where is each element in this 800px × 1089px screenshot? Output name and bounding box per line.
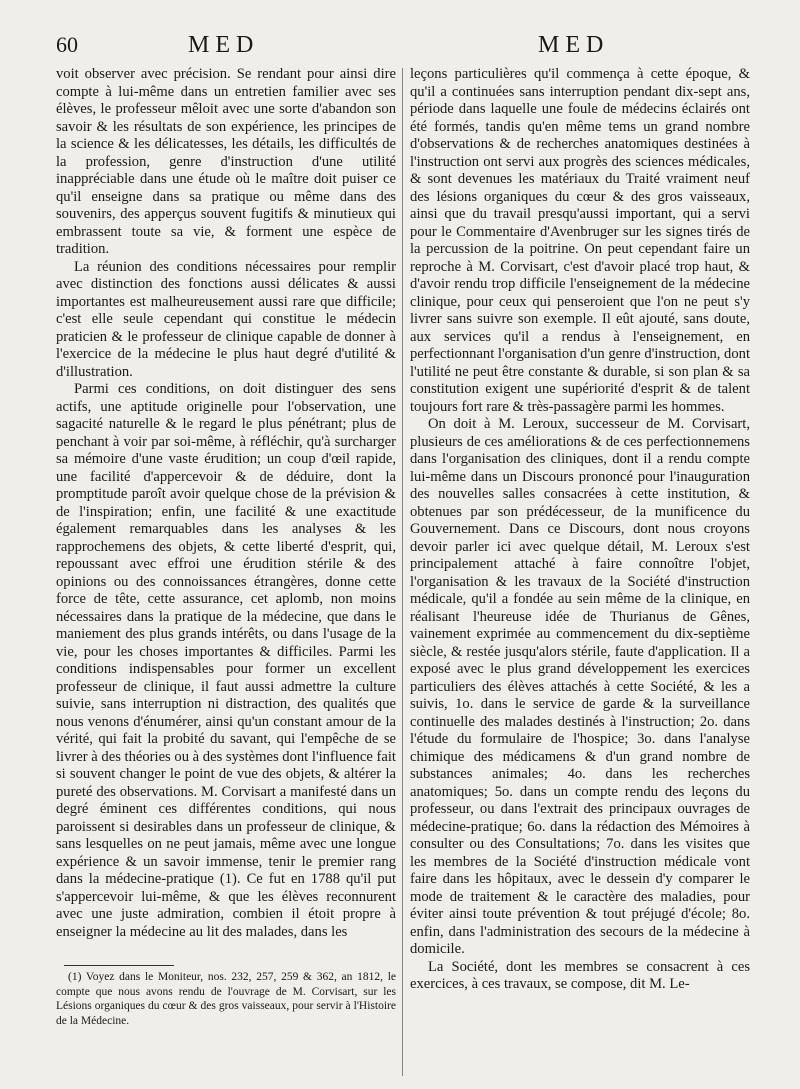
running-head-right: MED [538, 32, 610, 58]
running-head-left: MED [188, 32, 260, 58]
left-column [56, 66, 396, 941]
left-paragraph-3: Parmi ces conditions, on doit distinguer des sens actifs, une aptitude originelle pour l'observation, une sagacité naturelle & le regard le plus pénétrant; plus de penchant à voir par soi-même, à réfléchir, qu'à surcharger sa mémoire d'une vaste érudition; un coup d'œil rapide, une facilité d'appercevoir & de déduire, dont la promptitude paroît avoir quelque chose de la prévision & de l'inspiration; enfin, une facilité & une exactitude également remarquables dans les analyses & les rapprochemens des objets, & cette liberté d'esprit, qui, repoussant avec effroi une érudition stérile & des opinions ou des connoissances étrangères, donne cette force de tête, cette assurance, cet aplomb, non moins nécessaires dans la pratique de la médecine, que dans le maniement des plus grands intérêts, ou dans l'usage de la vie, pour les choses importantes & difficiles. Parmi les conditions indispensables pour former un excellent professeur de clinique, il faut aussi admettre la culture suivie, sans interruption ni distraction, des qualités que nous venons d'énumérer, ainsi qu'un constant amour de la vérité, qui fait la probité du savant, qui l'empêche de se livrer à des théories ou à des systèmes dont l'influence fait si souvent changer le point de vue des objets, & altérer la pureté des observations. M. Corvisart a manifesté dans un degré éminent ces différentes conditions, qui nous paroissent si desirables dans un professeur de clinique, & sans lesquelles on ne peut jamais, même avec une longue expérience & un savoir immense, tenir le premier rang dans la médecine-pratique (1). Ce fut en 1788 qu'il put s'appercevoir lui-même, & que les élèves reconnurent avec une juste admiration, combien il étoit propre à enseigner la médecine au lit des malades, dans les [56, 381, 396, 940]
right-paragraph-1: leçons particulières qu'il commença à cette époque, & qu'il a continuées sans interruption pendant dix-sept ans, période dans laquelle une foule de médecins éclairés ont été formés, tandis qu'en même tems un grand nombre d'observations & de recherches anatomiques destinées à l'instruction ont servi aux progrès des sciences médicales, & sont devenues les matériaux du Traité vraiment neuf des lésions organiques du cœur & des gros vaisseaux, ainsi que du travail presqu'aussi important, qui a servi pour le Commentaire d'Avenbruger sur les signes tirés de la percussion de la poitrine. On peut cependant faire un reproche à M. Corvisart, c'est d'avoir placé trop haut, & d'avoir rendu trop difficile l'enseignement de la médecine clinique, pour ceux qui penseroient que l'on ne peut s'y livrer sans suivre son exemple. Il eût ajouté, sans doute, aux services qu'il a rendus à l'enseignement, en perfectionnant l'organisation d'un genre d'instruction, dont l'utilité ne peut être constante & durable, si son plan & sa constitution exigent une supériorité d'esprit & de talent toujours fort rare & très-passagère parmi les hommes. [410, 66, 750, 415]
footnote-rule [64, 965, 174, 966]
column-divider [402, 68, 403, 1076]
right-paragraph-2: On doit à M. Leroux, successeur de M. Corvisart, plusieurs de ces améliorations & de ces perfectionnemens dans l'organisation des cliniques, dont il a rendu compte lui-même dans un Discours prononcé pour l'inauguration des nouvelles salles consacrées à cette institution, & obtenues par son prédécesseur, de la munificence du Gouvernement. Dans ce Discours, dont nous croyons devoir parler ici avec quelque détail, M. Leroux s'est principalement attaché à faire connoître l'objet, l'organisation & les travaux de la Société d'instruction médicale, qu'il a fondée au sein même de la clinique, en réalisant l'heureuse idée de Thurianus de Gênes, vainement exprimée au commencement du dix-septième siècle, & restée jusqu'alors stérile, faute d'application. Il a exposé avec le plus grand développement les exercices particuliers des élèves attachés à cette Société, & les a suivis, 1o. dans le service de garde & la surveillance continuelle des malades destinés à l'instruction; 2o. dans l'étude du formulaire de l'hospice; 3o. dans l'analyse chimique des médicamens & d'un grand nombre de substances animales; 4o. dans les recherches anatomiques; 5o. dans un compte rendu des leçons du professeur, ou dans l'extrait des principaux ouvrages de médecine-pratique; 6o. dans la rédaction des Mémoires à consulter ou des Consultations; 7o. dans les visites que les membres de la Société d'instruction médicale vont faire dans les hôpitaux, avec le dessein d'y comparer le mode de traitement & le caractère des maladies, pour éviter ainsi toute prévention & tout préjugé d'école; 8o. enfin, dans l'administration des secours de la médecine à domicile. [410, 416, 750, 957]
footnote [56, 970, 396, 1028]
footnote-text: (1) Voyez dans le Moniteur, nos. 232, 257, 259 & 362, an 1812, le compte que nous avons rendu de l'ouvrage de M. Corvisart, sur les Lésions organiques du cœur & des gros vaisseaux, pour servir à l'Histoire de la Médecine. [56, 971, 396, 1027]
left-paragraph-2: La réunion des conditions nécessaires pour remplir avec distinction des fonctions aussi délicates & aussi importantes est malheureusement aussi rare que difficile; c'est elle seule cependant qui constitue le médecin praticien & le professeur de clinique capable de donner à l'exercice de la médecine le plus haut degré d'utilité & d'illustration. [56, 258, 396, 380]
left-paragraph-1: voit observer avec précision. Se rendant pour ainsi dire compte à lui-même dans un entretien familier avec ses élèves, le professeur mêloit avec une sorte d'abandon son savoir & les résultats de son expérience, les principes de la science & les délicatesses, les détails, les difficultés de la profession, genre d'instruction d'une utilité inappréciable dans une étude où le maître doit puiser ce qu'il enseigne dans sa pratique ou même dans des souvenirs, des apperçus souvent fugitifs & minutieux qui embrassent toute sa vie, & forment une espèce de tradition. [56, 66, 396, 257]
page-number: 60 [56, 32, 78, 57]
right-column [410, 66, 750, 994]
right-paragraph-3: La Société, dont les membres se consacrent à ces exercices, à ces travaux, se compose, dit M. Le- [410, 958, 750, 992]
